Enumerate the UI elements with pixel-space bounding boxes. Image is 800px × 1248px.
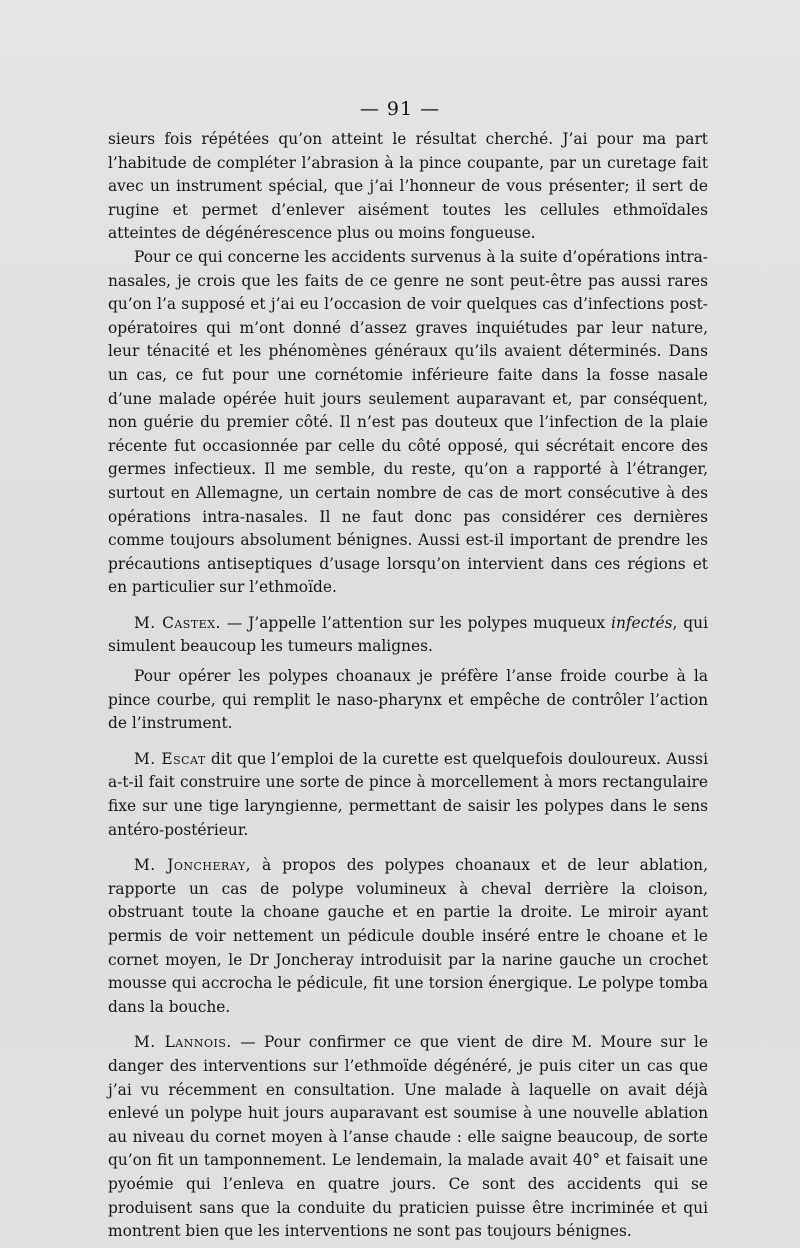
joncheray-text: à propos des polypes choanaux et de leur ablation, rapporte un cas de polype volumineux à cheval derrière la cloison, obstruant toute la choane gauche et en partie la droite. Le miroir ayant permis de voir nettement un pédicule double inséré entre le choane et le cornet moyen, le Dr Joncheray introduisit par la narine gauche un crochet mousse qui accrocha le pédicule, fit une torsion énergique. Le polype tomba dans la bouche. <box>108 856 708 1016</box>
paragraph-choanaux: Pour opérer les polypes choanaux je préfère l’anse froide courbe à la pince courbe, qui remplit le naso-pharynx et empêche de contrôler l’action de l’instrument. <box>108 667 708 733</box>
paragraph-continuation: sieurs fois répétées qu’on atteint le résultat cherché. J’ai pour ma part l’habitude de compléter l’abrasion à la pince coupante, par un curetage fait avec un instrument spécial, que j’ai l’honneur de vous présenter; il sert de rugine et permet d’enlever aisément toutes les cellules ethmoïdales atteintes de dégénérescence plus ou moins fongueuse. <box>108 130 708 243</box>
speaker-castex: M. Castex. <box>134 613 221 632</box>
document-body <box>108 128 708 1244</box>
speaker-escat: M. Escat <box>134 749 206 768</box>
speaker-joncheray: M. Joncheray, <box>134 856 251 875</box>
paragraph-lannois <box>108 1031 708 1243</box>
paragraph-escat <box>108 748 708 842</box>
castex-emphasis: infectés <box>611 613 673 632</box>
paragraph-accidents: Pour ce qui concerne les accidents survenus à la suite d’opérations intra-nasales, je crois que les faits de ce genre ne sont peut-être pas aussi rares qu’on l’a supposé et j’ai eu l’occasion de voir quelques cas d’infections post-opératoires qui m’ont donné d’assez graves inquiétudes par leur nature, leur ténacité et les phénomènes généraux qu’ils avaient déterminés. Dans un cas, ce fut pour une cornétomie inférieure faite dans la fosse nasale d’une malade opérée huit jours seulement auparavant et, par conséquent, non guérie du premier côté. Il n’est pas douteux que l’infection de la plaie récente fut occasionnée par celle du côté opposé, qui sécrétait encore des germes infectieux. Il me semble, du reste, qu’on a rapporté à l’étranger, surtout en Allemagne, un certain nombre de cas de mort consécutive à des opérations intra-nasales. Il ne faut donc pas considérer ces dernières comme toujours absolument bénignes. Aussi est-il important de prendre les précautions antiseptiques d’usage lorsqu’on intervient dans ces régions et en particulier sur l’ethmoïde. <box>108 247 708 597</box>
page-number: — 91 — <box>359 98 441 120</box>
castex-text-before: — J’appelle l’attention sur les polypes muqueux <box>220 613 612 632</box>
paragraph-joncheray <box>108 854 708 1019</box>
escat-text: dit que l’emploi de la curette est quelquefois douloureux. Aussi a-t-il fait construire une sorte de pince à morcellement à mors rectangulaire fixe sur une tige laryngienne, permettant de saisir les polypes dans le sens antéro-postérieur. <box>108 749 708 839</box>
lannois-text: — Pour confirmer ce que vient de dire M. Moure sur le danger des interventions sur l’ethmoïde dégénéré, je puis citer un cas que j’ai vu récemment en consultation. Une malade à laquelle on avait déjà enlevé un polype huit jours auparavant est soumise à une nouvelle ablation au niveau du cornet moyen à l’anse chaude : elle saigne beaucoup, de sorte qu’on fit un tamponnement. Le lendemain, la malade avait 40° et faisait une pyoémie qui l’enleva en quatre jours. Ce sont des accidents qui se produisent sans que la conduite du praticien puisse être incriminée et qui montrent bien que les interventions ne sont pas toujours bénignes. <box>108 1033 709 1241</box>
speaker-lannois: M. Lannois. <box>134 1033 232 1052</box>
castex-text-after: , qui simulent beaucoup les tumeurs malignes. <box>108 613 708 656</box>
paragraph-castex <box>108 612 708 659</box>
